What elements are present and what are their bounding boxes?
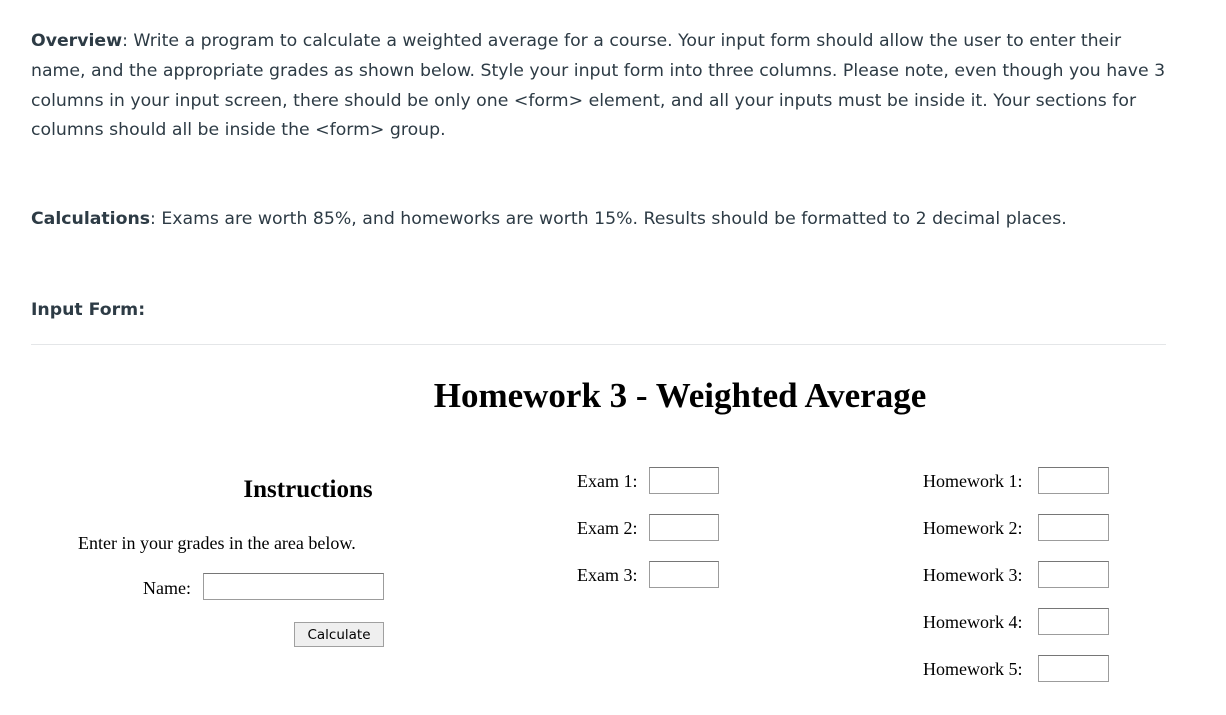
divider bbox=[31, 344, 1166, 345]
overview-text: : Write a program to calculate a weighted average for a course. Your input form should allow the user to enter their name, and the appropriate grades as shown below. Style your input form into three columns. Please note, even though you have 3 columns in your input screen, there should be only one <form> element, and all your inputs must be inside it. Your sections for columns should all be inside the <form> group. bbox=[31, 31, 1166, 141]
exam-2-label: Exam 2: bbox=[577, 518, 638, 538]
homework-1-input[interactable] bbox=[1038, 467, 1109, 494]
homework-1-label: Homework 1: bbox=[923, 471, 1023, 491]
name-input[interactable] bbox=[203, 573, 384, 600]
homework-3-input[interactable] bbox=[1038, 561, 1109, 588]
homework-4-input[interactable] bbox=[1038, 608, 1109, 635]
homework-2-label: Homework 2: bbox=[923, 518, 1023, 538]
exam-3-label: Exam 3: bbox=[577, 565, 638, 585]
homework-5-label: Homework 5: bbox=[923, 659, 1023, 679]
exam-1-label: Exam 1: bbox=[577, 471, 638, 491]
homework-5-input[interactable] bbox=[1038, 655, 1109, 682]
exam-2-input[interactable] bbox=[649, 514, 719, 541]
form-title: Homework 3 - Weighted Average bbox=[433, 376, 927, 415]
homework-4-label: Homework 4: bbox=[923, 612, 1023, 632]
calculations-paragraph bbox=[31, 205, 1067, 235]
input-form-label: Input Form: bbox=[31, 300, 146, 320]
calculations-text: : Exams are worth 85%, and homeworks are worth 15%. Results should be formatted to 2 decimal places. bbox=[150, 209, 1067, 229]
calculate-button[interactable]: Calculate bbox=[294, 622, 384, 647]
overview-label: Overview bbox=[31, 31, 123, 51]
homework-2-input[interactable] bbox=[1038, 514, 1109, 541]
name-label: Name: bbox=[143, 578, 191, 598]
calculations-label: Calculations bbox=[31, 209, 151, 229]
exam-1-input[interactable] bbox=[649, 467, 719, 494]
exam-3-input[interactable] bbox=[649, 561, 719, 588]
homework-3-label: Homework 3: bbox=[923, 565, 1023, 585]
instructions-text: Enter in your grades in the area below. bbox=[78, 533, 356, 553]
instructions-heading: Instructions bbox=[243, 476, 373, 503]
overview-paragraph bbox=[31, 27, 1181, 146]
